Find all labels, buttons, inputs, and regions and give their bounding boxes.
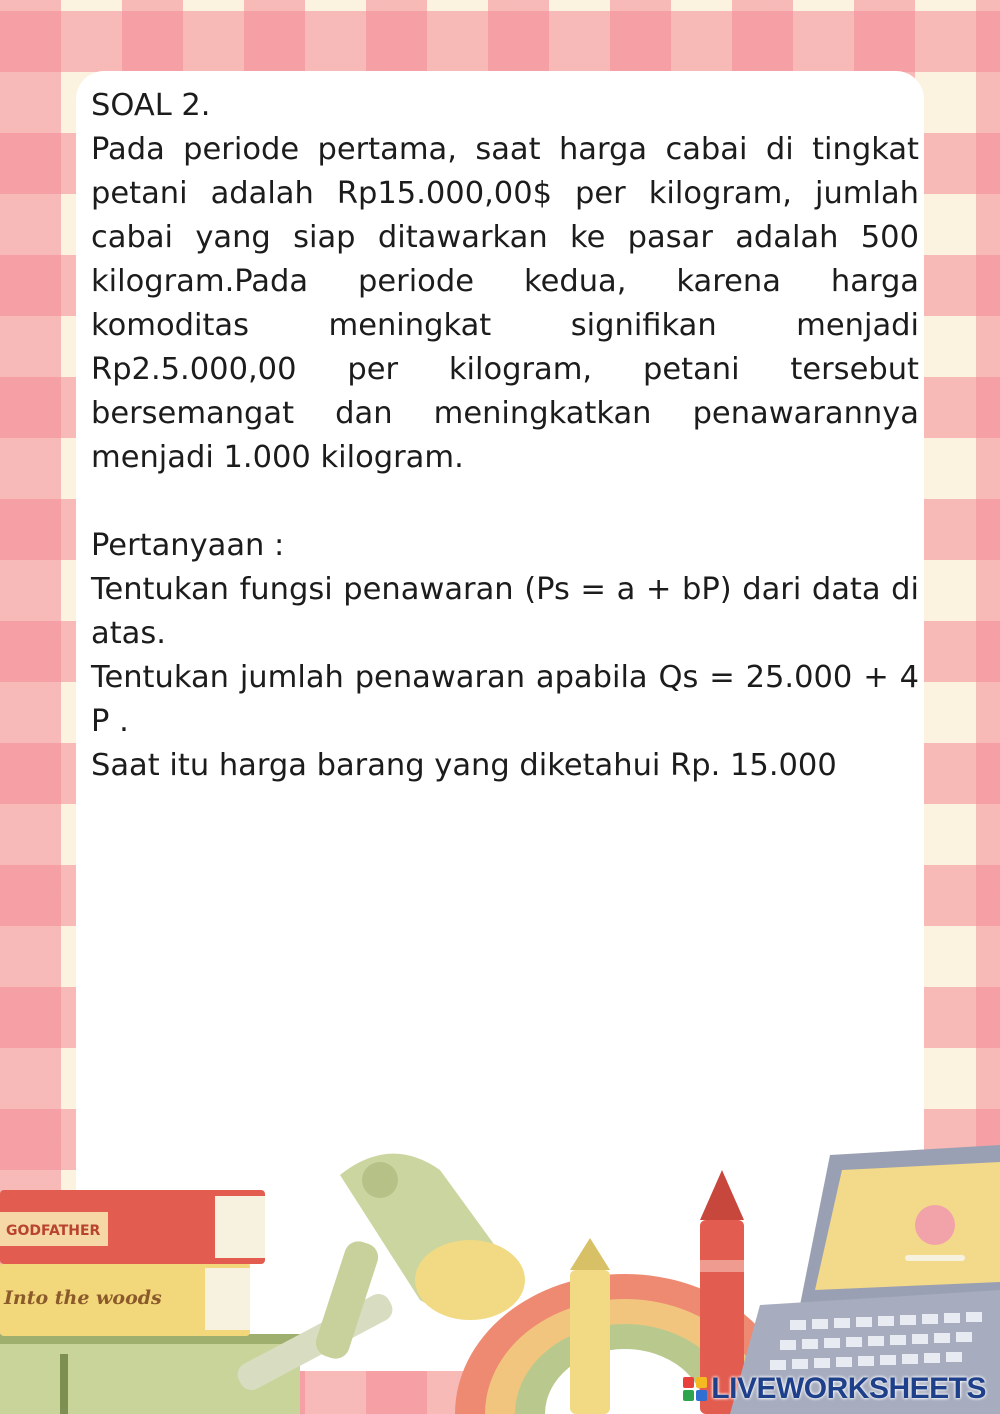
question-heading: SOAL 2. — [91, 88, 211, 123]
questions-label: Pertanyaan : — [91, 528, 285, 563]
problem-paragraph: Pada periode pertama, saat harga cabai di tingkat petani adalah Rp15.000,00$ per kilogram, jumlah cabai yang siap ditawarkan ke pasar adalah 500 kilogram.Pada periode kedua, karena harga komoditas meningkat signifikan menjadi Rp2.5.000,00 per kilogram, petani tersebut bersemangat dan meningkatkan penawarannya menjadi 1.000 kilogram. — [91, 132, 919, 475]
book-title-godfather: GODFATHER — [6, 1223, 101, 1239]
brand-name: LIVEWORKSHEETS — [711, 1372, 986, 1405]
worksheet-content — [91, 84, 919, 788]
liveworksheets-brand[interactable] — [683, 1372, 986, 1406]
yellow-crayon — [570, 1238, 610, 1414]
book-title-into-the-woods: Into the woods — [4, 1287, 162, 1309]
question-2-line-1: Tentukan jumlah penawaran apabila Qs = 25.000 + 4 P . — [91, 660, 919, 739]
red-book — [0, 1190, 265, 1264]
question-1: Tentukan fungsi penawaran (Ps = a + bP) dari data di atas. — [91, 572, 919, 651]
spacer — [91, 480, 919, 524]
liveworksheets-logo-icon — [683, 1377, 707, 1401]
yellow-book — [0, 1262, 250, 1336]
question-2-line-2: Saat itu harga barang yang diketahui Rp. 15.000 — [91, 748, 837, 783]
